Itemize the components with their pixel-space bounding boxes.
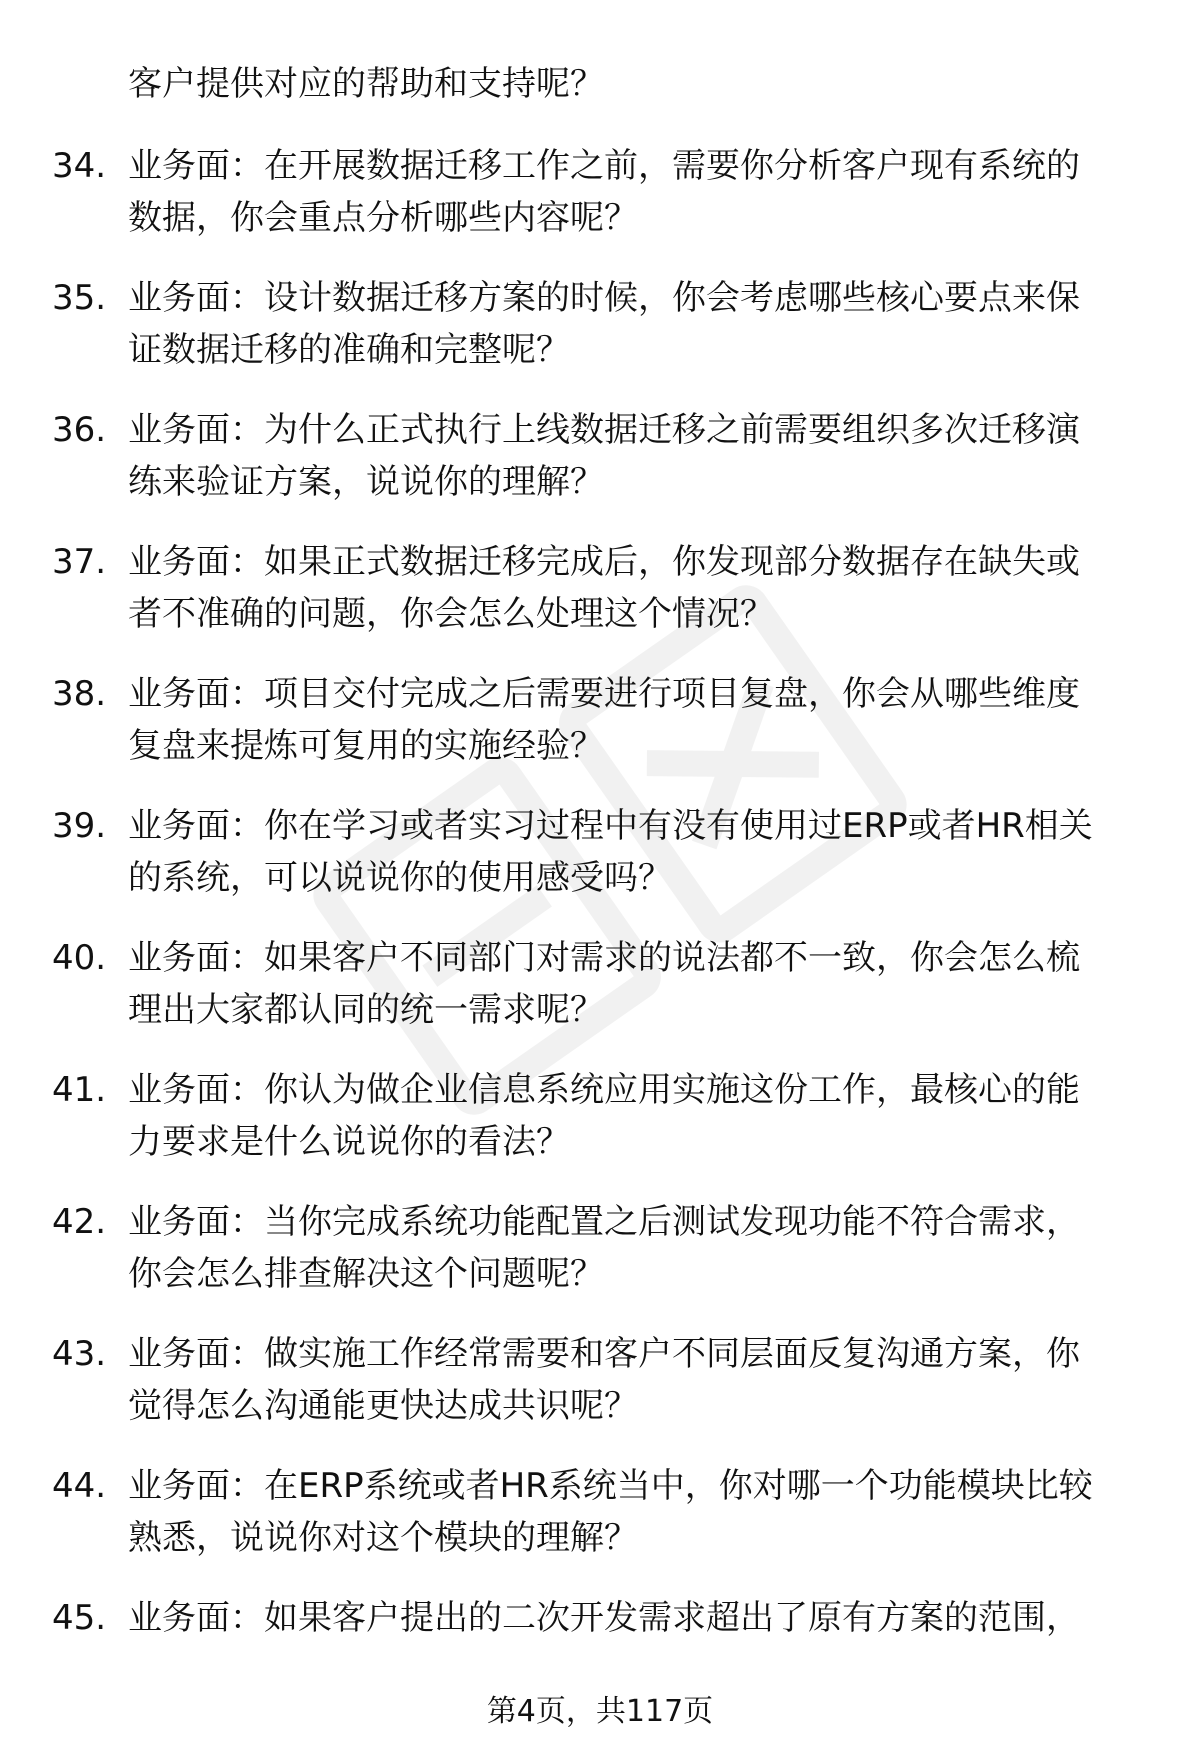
question-line: 力要求是什么说说你的看法？ bbox=[128, 1122, 570, 1162]
question-number: 38. bbox=[52, 674, 107, 714]
question-text bbox=[128, 404, 1138, 508]
question-line: 业务面：为什么正式执行上线数据迁移之前需要组织多次迁移演 bbox=[128, 410, 1080, 450]
question-list bbox=[0, 140, 1200, 1724]
question-item bbox=[0, 1460, 1200, 1592]
question-number: 45. bbox=[52, 1598, 107, 1638]
question-line: 练来验证方案，说说你的理解？ bbox=[128, 462, 604, 502]
question-text bbox=[128, 1196, 1138, 1300]
question-number: 34. bbox=[52, 146, 107, 186]
question-text bbox=[128, 1064, 1138, 1168]
question-text bbox=[128, 668, 1138, 772]
question-line: 数据，你会重点分析哪些内容呢？ bbox=[128, 198, 638, 238]
question-number: 40. bbox=[52, 938, 107, 978]
page-footer: 第4页，共117页 bbox=[486, 1694, 714, 1729]
question-line: 业务面：你在学习或者实习过程中有没有使用过ERP或者HR相关 bbox=[128, 806, 1093, 846]
question-item bbox=[0, 404, 1200, 536]
question-text bbox=[128, 1328, 1138, 1432]
question-line: 复盘来提炼可复用的实施经验？ bbox=[128, 726, 604, 766]
question-item bbox=[0, 272, 1200, 404]
question-text bbox=[128, 1592, 1138, 1696]
question-text bbox=[128, 140, 1138, 244]
question-number: 36. bbox=[52, 410, 107, 450]
question-text bbox=[128, 932, 1138, 1036]
question-number: 35. bbox=[52, 278, 107, 318]
question-number: 39. bbox=[52, 806, 107, 846]
question-line: 的系统，可以说说你的使用感受吗？ bbox=[128, 858, 672, 898]
question-number: 43. bbox=[52, 1334, 107, 1374]
question-line: 业务面：当你完成系统功能配置之后测试发现功能不符合需求， bbox=[128, 1202, 1080, 1242]
question-item bbox=[0, 932, 1200, 1064]
question-text bbox=[128, 800, 1138, 904]
question-line: 熟悉，说说你对这个模块的理解？ bbox=[128, 1518, 638, 1558]
question-line: 业务面：如果客户提出的二次开发需求超出了原有方案的范围， bbox=[128, 1598, 1080, 1638]
question-text bbox=[128, 272, 1138, 376]
question-line bbox=[128, 1644, 1138, 1696]
question-number: 44. bbox=[52, 1466, 107, 1506]
question-line: 觉得怎么沟通能更快达成共识呢？ bbox=[128, 1386, 638, 1426]
question-line: 业务面：做实施工作经常需要和客户不同层面反复沟通方案，你 bbox=[128, 1334, 1080, 1374]
question-line: 业务面：你认为做企业信息系统应用实施这份工作，最核心的能 bbox=[128, 1070, 1080, 1110]
question-line: 业务面：在ERP系统或者HR系统当中，你对哪一个功能模块比较 bbox=[128, 1466, 1093, 1506]
question-item bbox=[0, 668, 1200, 800]
question-line: 证数据迁移的准确和完整呢？ bbox=[128, 330, 570, 370]
question-line: 业务面：如果正式数据迁移完成后，你发现部分数据存在缺失或 bbox=[128, 542, 1080, 582]
question-number: 41. bbox=[52, 1070, 107, 1110]
question-line: 业务面：如果客户不同部门对需求的说法都不一致，你会怎么梳 bbox=[128, 938, 1080, 978]
question-item bbox=[0, 140, 1200, 272]
question-item bbox=[0, 800, 1200, 932]
question-number: 37. bbox=[52, 542, 107, 582]
question-number: 42. bbox=[52, 1202, 107, 1242]
question-line: 业务面：在开展数据迁移工作之前，需要你分析客户现有系统的 bbox=[128, 146, 1080, 186]
question-item bbox=[0, 1064, 1200, 1196]
question-line: 者不准确的问题，你会怎么处理这个情况？ bbox=[128, 594, 774, 634]
question-line: 业务面：项目交付完成之后需要进行项目复盘，你会从哪些维度 bbox=[128, 674, 1080, 714]
question-line: 业务面：设计数据迁移方案的时候，你会考虑哪些核心要点来保 bbox=[128, 278, 1080, 318]
question-item bbox=[0, 1196, 1200, 1328]
question-item bbox=[0, 536, 1200, 668]
question-line: 理出大家都认同的统一需求呢？ bbox=[128, 990, 604, 1030]
question-text bbox=[128, 536, 1138, 640]
question-line: 你会怎么排查解决这个问题呢？ bbox=[128, 1254, 604, 1294]
question-item bbox=[0, 1328, 1200, 1460]
question-text bbox=[128, 1460, 1138, 1564]
continuation-text: 客户提供对应的帮助和支持呢？ bbox=[128, 64, 604, 104]
